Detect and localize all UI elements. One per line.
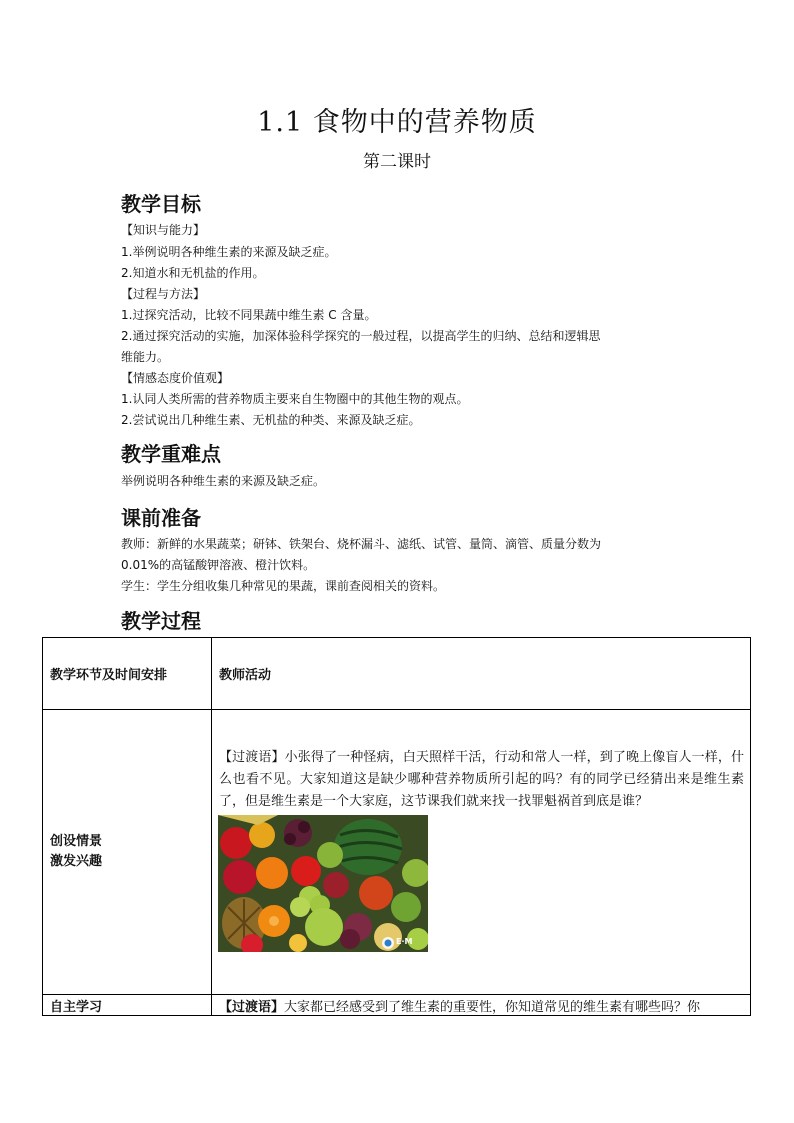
header-cell-stage: [43, 638, 212, 710]
process-table: [42, 637, 751, 1016]
preparation-line: 教师：新鲜的水果蔬菜；研钵、铁架台、烧杯漏斗、滤纸、试管、量筒、滴管、质量分数为: [121, 537, 602, 551]
transition-text: 【过渡语】小张得了一种怪病，白天照样干活，行动和常人一样，到了晚上像盲人一样，什么也看不见。大家知道这是缺少哪种营养物质所引起的吗？有的同学已经猜出来是维生素了，但是维生素是一个大家庭，这节课我们就来找一找罪魁祸首到底是谁？: [219, 750, 744, 809]
table-header-row: [43, 638, 751, 710]
section-heading-process: 教学过程: [121, 609, 201, 633]
document-subtitle: 第二课时: [363, 152, 431, 172]
section-heading-key-points: 教学重难点: [121, 442, 221, 466]
preparation-line: 0.01%的高锰酸钾溶液、橙汁饮料。: [121, 558, 316, 572]
objective-line: 1.过探究活动，比较不同果蔬中维生素 C 含量。: [121, 308, 377, 322]
preparation-line: 学生：学生分组收集几种常见的果蔬，课前查阅相关的资料。: [121, 579, 446, 593]
objective-line: 2.尝试说出几种维生素、无机盐的种类、来源及缺乏症。: [121, 413, 421, 427]
stage-cell: [43, 995, 212, 1016]
header-label-teacher: 教师活动: [219, 668, 272, 683]
header-cell-teacher: [212, 638, 751, 710]
teacher-activity-cell: [212, 710, 751, 995]
objective-line: 1.举例说明各种维生素的来源及缺乏症。: [121, 245, 337, 259]
objective-line: 1.认同人类所需的营养物质主要来自生物圈中的其他生物的观点。: [121, 392, 469, 406]
objective-line: 2.通过探究活动的实施，加深体验科学探究的一般过程，以提高学生的归纳、总结和逻辑思: [121, 329, 601, 343]
key-points-text: 举例说明各种维生素的来源及缺乏症。: [121, 474, 326, 488]
watermark-logo: E·M: [396, 937, 413, 946]
stage-label: 自主学习: [50, 999, 103, 1015]
transition-lead: 【过渡语】: [219, 999, 285, 1015]
fruit-photo: [218, 815, 428, 952]
stage-label: 激发兴趣: [50, 854, 103, 869]
objective-line: 维能力。: [121, 350, 170, 364]
header-label-stage: 教学环节及时间安排: [50, 668, 168, 683]
objective-line: 2.知道水和无机盐的作用。: [121, 266, 265, 280]
objective-line: 【知识与能力】: [121, 223, 206, 237]
stage-cell: [43, 710, 212, 995]
section-heading-preparation: 课前准备: [121, 506, 201, 530]
objective-line: 【情感态度价值观】: [121, 371, 230, 385]
teacher-activity-cell: [212, 995, 751, 1016]
section-heading-objectives: 教学目标: [121, 192, 201, 216]
objective-line: 【过程与方法】: [121, 287, 206, 301]
document-title: 1.1 食物中的营养物质: [257, 107, 537, 138]
table-row: [43, 710, 751, 995]
stage-label: 创设情景: [50, 834, 103, 849]
transition-text: 大家都已经感受到了维生素的重要性，你知道常见的维生素有哪些吗？你: [284, 999, 701, 1015]
table-row: [43, 995, 751, 1016]
